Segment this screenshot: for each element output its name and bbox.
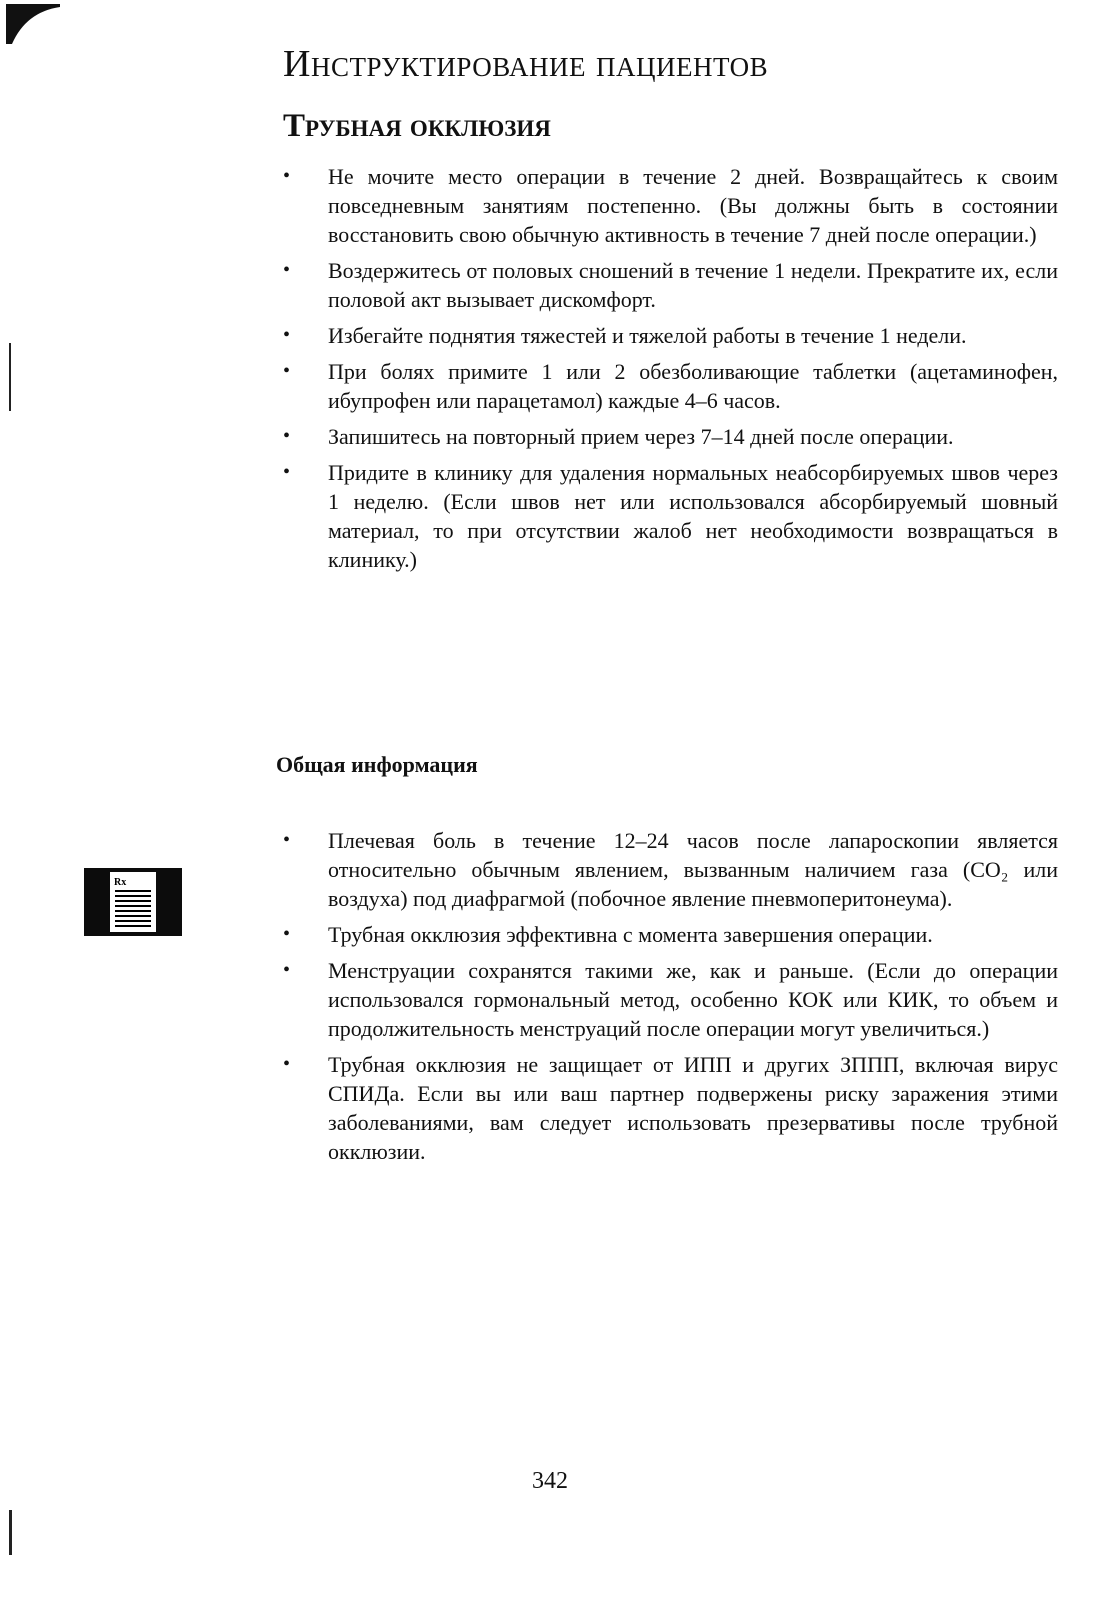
list-item-text: Не мочите место операции в течение 2 дней. Возвращайтесь к своим повседневным занятиям постепенно. (Вы должны быть в состоянии восстановить свою обычную активность в течение 7 дней после операции.) [328,164,1058,247]
list-item [283,826,1058,913]
list-item-text: Придите в клинику для удаления нормальных неабсорбируемых швов через 1 неделю. (Если швов нет или использовался абсорбируемый шовный материал, то при отсутствии жалоб нет необходимости возвращаться в клинику.) [328,460,1058,572]
section-subtitle: Трубная окклюзия [283,108,551,144]
list-item-text: Воздержитесь от половых сношений в течение 1 недели. Прекратите их, если половой акт вызывает дискомфорт. [328,258,1058,312]
bullet: • [283,425,291,447]
prescription-icon [84,868,182,936]
bullet: • [283,959,291,981]
list-item-text: Трубная окклюзия эффективна с момента завершения операции. [328,922,933,947]
list-item-text: Плечевая боль в течение 12–24 часов после лапароскопии является относительно обычным явлением, вызванным наличием газа (CO₂ или воздуха) под диафрагмой (побочное явление пневмоперитонеума). [328,828,1058,911]
general-info-heading: Общая информация [276,752,478,777]
general-info-list [283,826,1058,1173]
scan-edge-mark [9,1510,12,1555]
list-item-text: При болях примите 1 или 2 обезболивающие таблетки (ацетаминофен, ибупрофен или парацетамол) каждые 4–6 часов. [328,359,1058,413]
bullet: • [283,461,291,483]
rx-label: Rx [114,877,127,888]
prescription-icon-graphic [84,868,182,936]
bullet: • [283,1053,291,1075]
scan-edge-mark [9,343,11,411]
list-item [283,956,1058,1043]
bullet: • [283,829,291,851]
bullet: • [283,324,291,346]
list-item [283,256,1058,314]
list-item-text: Трубная окклюзия не защищает от ИПП и других ЗППП, включая вирус СПИДа. Если вы или ваш партнер подвержены риску заражения этими заболеваниями, вам следует использовать презервативы после трубной окклюзии. [328,1052,1058,1164]
list-item [283,162,1058,249]
bullet: • [283,360,291,382]
page-number: 342 [532,1468,568,1494]
list-item [283,321,1058,350]
list-item-text: Менструации сохранятся такими же, как и раньше. (Если до операции использовался гормональный метод, особенно КОК или КИК, то объем и продолжительность менструаций после операции могут увеличиться.) [328,958,1058,1041]
page-title: Инструктирование пациентов [283,43,769,85]
instructions-list [283,162,1058,581]
scan-corner-mark [6,4,60,44]
list-item [283,920,1058,949]
list-item [283,458,1058,574]
bullet: • [283,923,291,945]
list-item-text: Избегайте поднятия тяжестей и тяжелой работы в течение 1 недели. [328,323,967,348]
list-item-text: Запишитесь на повторный прием через 7–14 дней после операции. [328,424,954,449]
bullet: • [283,165,291,187]
list-item [283,357,1058,415]
list-item [283,422,1058,451]
bullet: • [283,259,291,281]
list-item [283,1050,1058,1166]
